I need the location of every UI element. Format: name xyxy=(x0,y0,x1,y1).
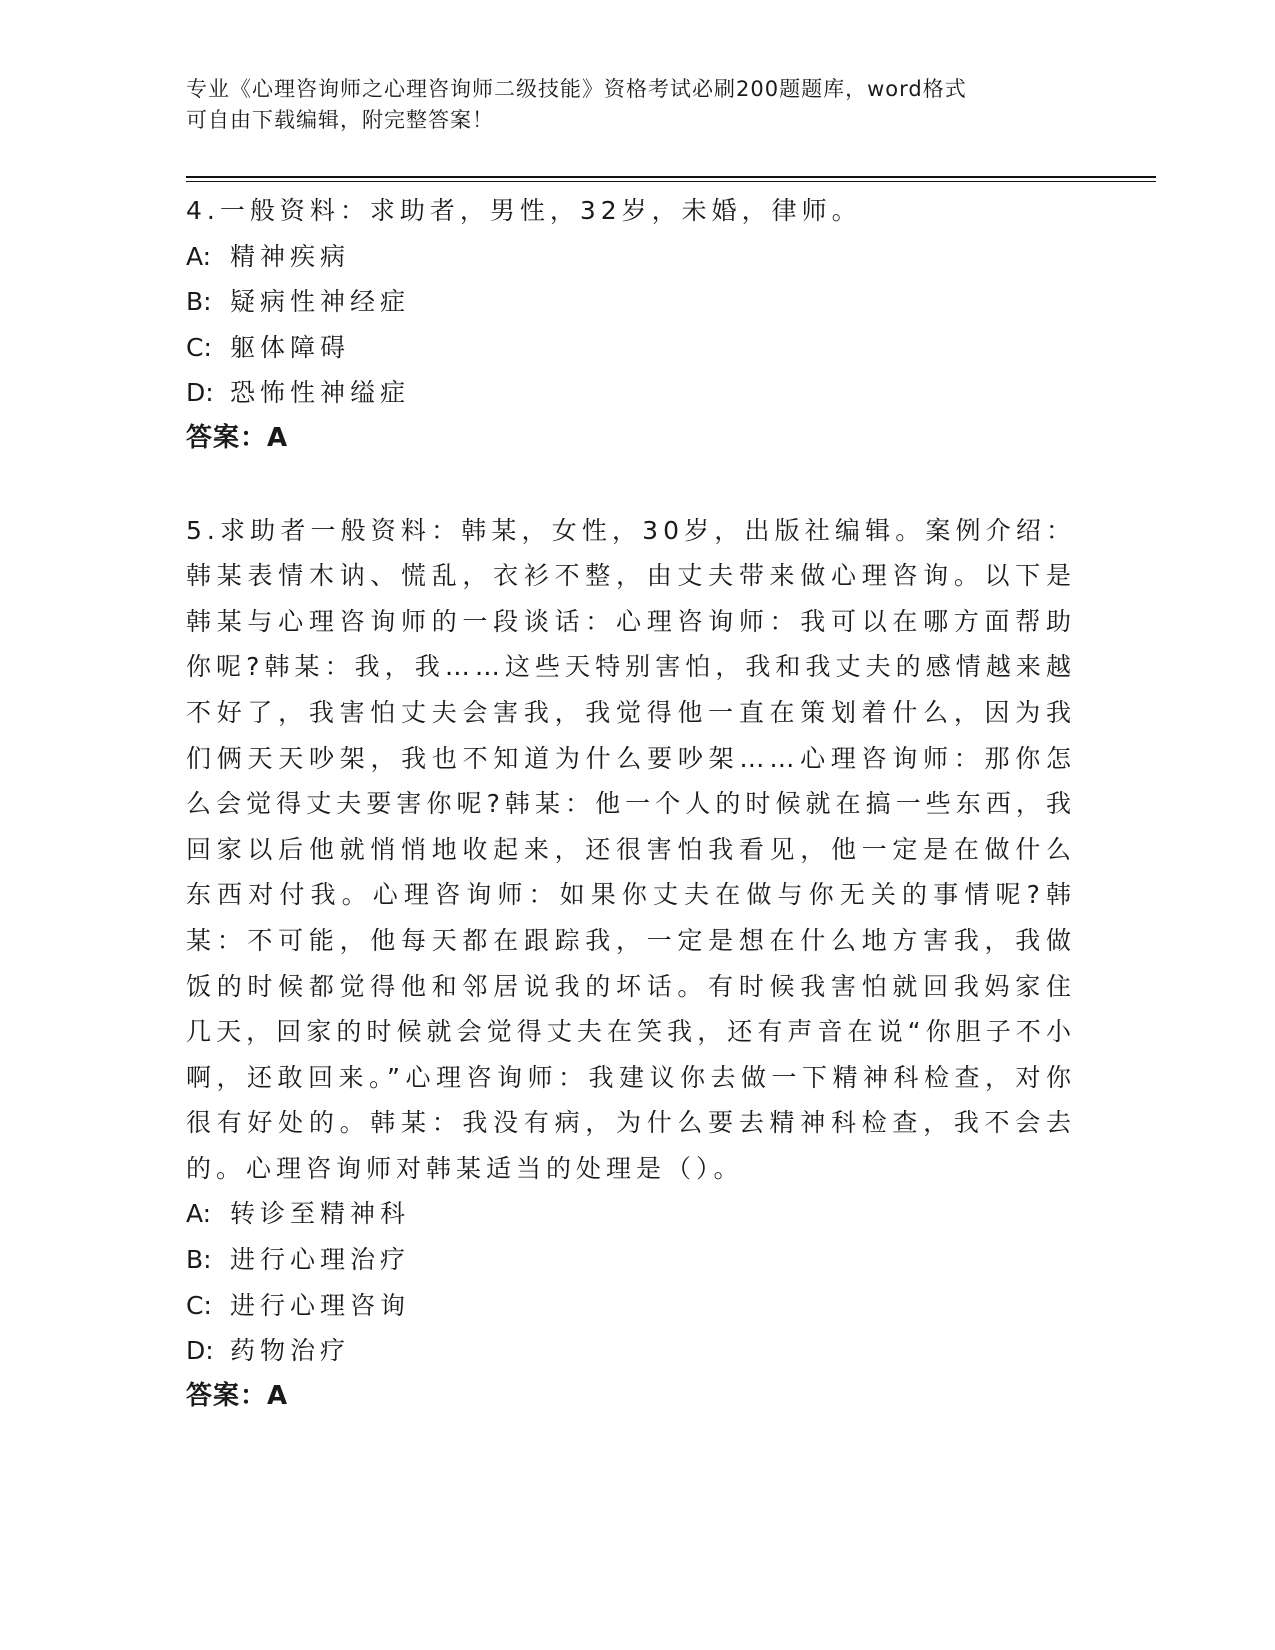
option-d xyxy=(186,370,1076,416)
header-line-2: 可自由下载编辑，附完整答案！ xyxy=(186,108,494,132)
option-c xyxy=(186,1283,1076,1329)
option-text: 进行心理咨询 xyxy=(230,1290,411,1320)
document-header xyxy=(186,74,1066,136)
option-text: 恐怖性神缢症 xyxy=(230,378,411,408)
option-text: 躯体障碍 xyxy=(230,332,351,362)
option-text: 进行心理治疗 xyxy=(230,1245,411,1275)
option-label: C: xyxy=(186,1290,212,1320)
option-a xyxy=(186,234,1076,280)
option-text: 疑病性神经症 xyxy=(230,287,411,317)
option-text: 药物治疗 xyxy=(230,1336,351,1366)
question-4 xyxy=(186,188,1076,462)
option-label: D: xyxy=(186,1336,214,1366)
option-label: B: xyxy=(186,1245,212,1275)
option-label: A: xyxy=(186,1199,212,1229)
question-5 xyxy=(186,508,1076,1420)
header-divider-thin xyxy=(186,181,1156,182)
header-divider-thick xyxy=(186,176,1156,178)
option-a xyxy=(186,1191,1076,1237)
header-line-1: 专业《心理咨询师之心理咨询师二级技能》资格考试必刷200题题库，word格式 xyxy=(186,77,967,101)
option-b xyxy=(186,279,1076,325)
option-label: A: xyxy=(186,241,212,271)
option-c xyxy=(186,325,1076,371)
option-d xyxy=(186,1328,1076,1374)
option-label: D: xyxy=(186,378,214,408)
question-stem: 4.一般资料：求助者，男性，32岁，未婚，律师。 xyxy=(186,196,862,225)
question-spacer xyxy=(186,462,1076,508)
option-label: B: xyxy=(186,287,212,317)
answer: 答案：A xyxy=(186,1380,289,1411)
option-text: 转诊至精神科 xyxy=(230,1199,411,1229)
answer: 答案：A xyxy=(186,422,289,453)
option-b xyxy=(186,1237,1076,1283)
question-stem: 5.求助者一般资料：韩某，女性，30岁，出版社编辑。案例介绍：韩某表情木讷、慌乱，衣衫不整，由丈夫带来做心理咨询。以下是韩某与心理咨询师的一段谈话：心理咨询师：我可以在哪方面帮助你呢?韩某：我，我……这些天特别害怕，我和我丈夫的感情越来越不好了，我害怕丈夫会害我，我觉得他一直在策划着什么，因为我们俩天天吵架，我也不知道为什么要吵架……心理咨询师：那你怎么会觉得丈夫要害你呢?韩某：他一个人的时候就在搞一些东西，我回家以后他就悄悄地收起来，还很害怕我看见，他一定是在做什么东西对付我。心理咨询师：如果你丈夫在做与你无关的事情呢?韩某：不可能，他每天都在跟踪我，一定是想在什么地方害我，我做饭的时候都觉得他和邻居说我的坏话。有时候我害怕就回我妈家住几天，回家的时候就会觉得丈夫在笑我，还有声音在说“你胆子不小啊，还敢回来。”心理咨询师：我建议你去做一下精神科检查，对你很有好处的。韩某：我没有病，为什么要去精神科检查，我不会去的。心理咨询师对韩某适当的处理是（）。 xyxy=(186,515,1076,1183)
option-text: 精神疾病 xyxy=(230,241,351,271)
option-label: C: xyxy=(186,332,212,362)
question-list xyxy=(186,188,1076,1419)
